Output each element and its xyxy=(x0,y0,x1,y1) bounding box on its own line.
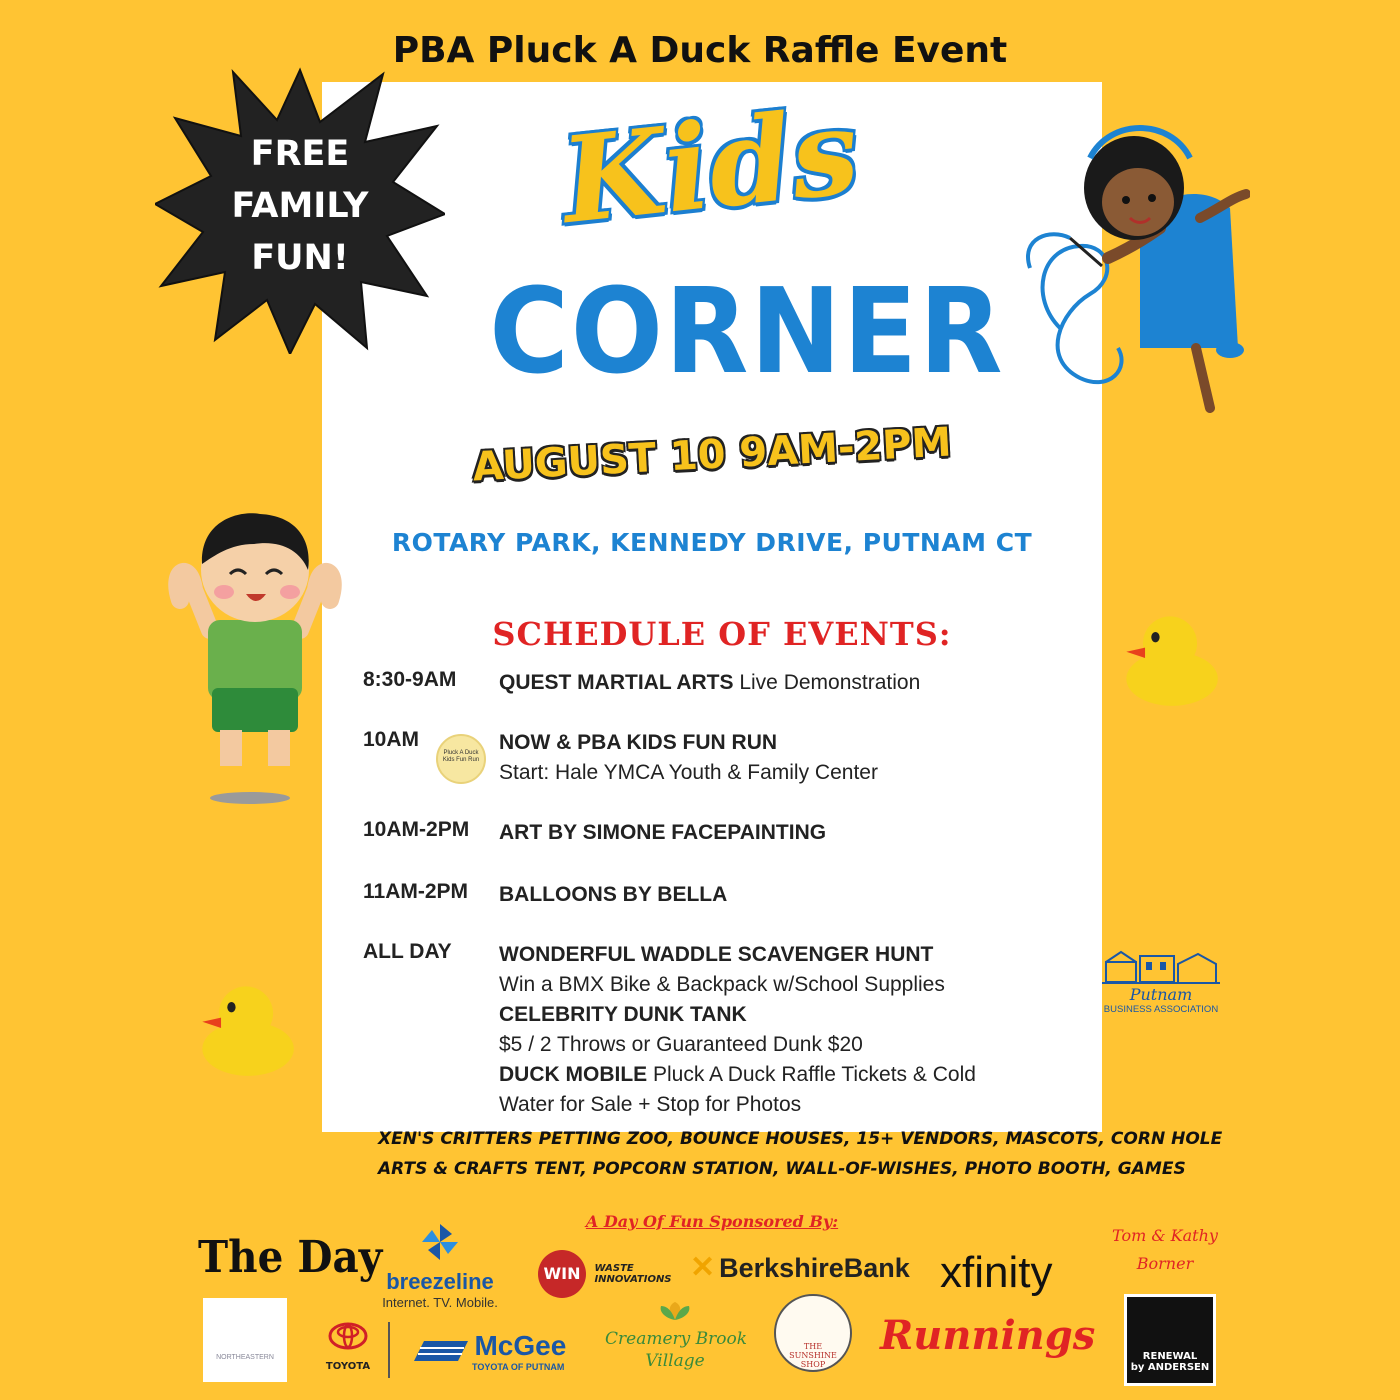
northeastern-logo xyxy=(203,1298,287,1382)
berkshire-bank-logo xyxy=(690,1250,910,1285)
extras-line: XEN'S CRITTERS PETTING ZOO, BOUNCE HOUSES, 15+ VENDORS, MASCOTS, CORN HOLE xyxy=(378,1129,1223,1149)
renewal-line: RENEWAL xyxy=(1142,1351,1198,1362)
event-name: NOW & PBA KIDS FUN RUN xyxy=(499,731,778,754)
toyota-logo xyxy=(318,1322,378,1372)
corner-heading: CORNER xyxy=(489,262,1005,400)
event-title: PBA Pluck A Duck Raffle Event xyxy=(392,30,1008,71)
schedule-time: 11AM-2PM xyxy=(363,880,469,903)
sunshine-line: SHOP xyxy=(800,1360,826,1369)
event-detail: Live Demonstration xyxy=(733,671,921,694)
breezeline-logo xyxy=(370,1222,510,1310)
creamery-line: Creamery Brook xyxy=(605,1329,748,1349)
runnings-logo: Runnings xyxy=(880,1312,1096,1359)
renewal-andersen-logo xyxy=(1124,1294,1216,1386)
schedule-event xyxy=(499,880,1099,910)
pinwheel-icon xyxy=(420,1222,460,1262)
event-name: DUCK MOBILE xyxy=(499,1063,648,1086)
creamery-line: Village xyxy=(645,1351,705,1371)
schedule-event xyxy=(499,728,1099,788)
breezeline-name: breezeline xyxy=(386,1269,494,1294)
event-name: QUEST MARTIAL ARTS xyxy=(499,671,734,694)
event-detail: Pluck A Duck Raffle Tickets & Cold xyxy=(647,1063,976,1086)
waste-innovations-logo xyxy=(538,1250,672,1298)
schedule-time: 8:30-9AM xyxy=(363,668,457,691)
mcgee-tagline: TOYOTA OF PUTNAM xyxy=(472,1361,565,1372)
win-mark: WIN xyxy=(538,1250,586,1298)
schedule-time: ALL DAY xyxy=(363,940,452,963)
date-time: AUGUST 10 9AM-2PM xyxy=(471,419,953,491)
sunshine-shop-logo xyxy=(774,1294,852,1372)
mcgee-name: McGee xyxy=(474,1330,567,1361)
extras-line: ARTS & CRAFTS TENT, POPCORN STATION, WALL-OF-WISHES, PHOTO BOOTH, GAMES xyxy=(378,1159,1186,1179)
borner-sponsor xyxy=(1110,1222,1220,1278)
win-text xyxy=(594,1263,671,1285)
schedule-event xyxy=(499,668,1099,698)
town-skyline-icon xyxy=(1102,946,1220,986)
sunshine-line: THE xyxy=(803,1342,823,1351)
mcgee-toyota-logo xyxy=(410,1330,566,1372)
sunshine-line: SUNSHINE xyxy=(789,1351,837,1360)
event-detail: Win a BMX Bike & Backpack w/School Supplies xyxy=(499,973,945,996)
win-text-line: INNOVATIONS xyxy=(594,1274,672,1285)
rubber-duck-icon xyxy=(1118,606,1222,710)
kids-heading: Kids xyxy=(555,80,865,251)
toyota-name: TOYOTA xyxy=(325,1361,371,1372)
event-detail: $5 / 2 Throws or Guaranteed Dunk $20 xyxy=(499,1033,863,1056)
burst-line: FREE xyxy=(250,134,350,174)
sponsored-by-heading: A Day Of Fun Sponsored By: xyxy=(585,1212,839,1231)
pba-name: Putnam xyxy=(1129,985,1193,1004)
borner-line: Borner xyxy=(1136,1254,1194,1273)
burst-line: FAMILY xyxy=(231,186,369,226)
burst-line: FUN! xyxy=(251,238,349,278)
event-detail: Water for Sale + Stop for Photos xyxy=(499,1093,802,1116)
event-name: ART BY SIMONE FACEPAINTING xyxy=(499,821,827,844)
creamery-brook-logo xyxy=(605,1300,748,1372)
xfinity-logo: xfinity xyxy=(940,1248,1053,1297)
event-name: BALLOONS BY BELLA xyxy=(499,883,728,906)
event-detail: Start: Hale YMCA Youth & Family Center xyxy=(499,761,878,784)
mcgee-stripes-icon xyxy=(410,1337,470,1365)
leaf-icon xyxy=(655,1300,695,1322)
location: ROTARY PARK, KENNEDY DRIVE, PUTNAM CT xyxy=(391,528,1033,557)
schedule-title: SCHEDULE OF EVENTS: xyxy=(492,615,952,653)
renewal-line: by ANDERSEN xyxy=(1130,1362,1210,1373)
northeastern-name: NORTHEASTERN xyxy=(216,1354,274,1361)
fun-run-medal-icon xyxy=(436,734,486,784)
rubber-duck-icon xyxy=(194,976,298,1080)
girl-with-ribbon-illustration xyxy=(1020,98,1250,418)
borner-line: Tom & Kathy xyxy=(1112,1226,1218,1245)
divider xyxy=(388,1322,390,1378)
schedule-time: 10AM xyxy=(363,728,420,751)
breezeline-tagline: Internet. TV. Mobile. xyxy=(382,1295,498,1310)
schedule-event xyxy=(499,940,1099,1120)
medal-text: Pluck A Duck Kids Fun Run xyxy=(442,750,480,763)
the-day-logo: The Day xyxy=(198,1232,383,1283)
berkshire-name: BerkshireBank xyxy=(719,1253,910,1283)
event-name: CELEBRITY DUNK TANK xyxy=(499,1003,747,1026)
pba-tagline: BUSINESS ASSOCIATION xyxy=(1103,1004,1219,1015)
extras-list xyxy=(378,1124,1223,1184)
jumping-boy-illustration xyxy=(150,500,360,810)
win-text-line: WASTE xyxy=(594,1263,634,1274)
berkshire-x-icon: ✕ xyxy=(690,1251,716,1284)
free-family-fun-badge xyxy=(155,128,445,284)
event-name: WONDERFUL WADDLE SCAVENGER HUNT xyxy=(499,943,934,966)
schedule-time: 10AM-2PM xyxy=(363,818,470,841)
schedule-event xyxy=(499,818,1099,848)
putnam-business-association-logo xyxy=(1100,946,1222,1015)
toyota-emblem-icon xyxy=(328,1322,368,1350)
